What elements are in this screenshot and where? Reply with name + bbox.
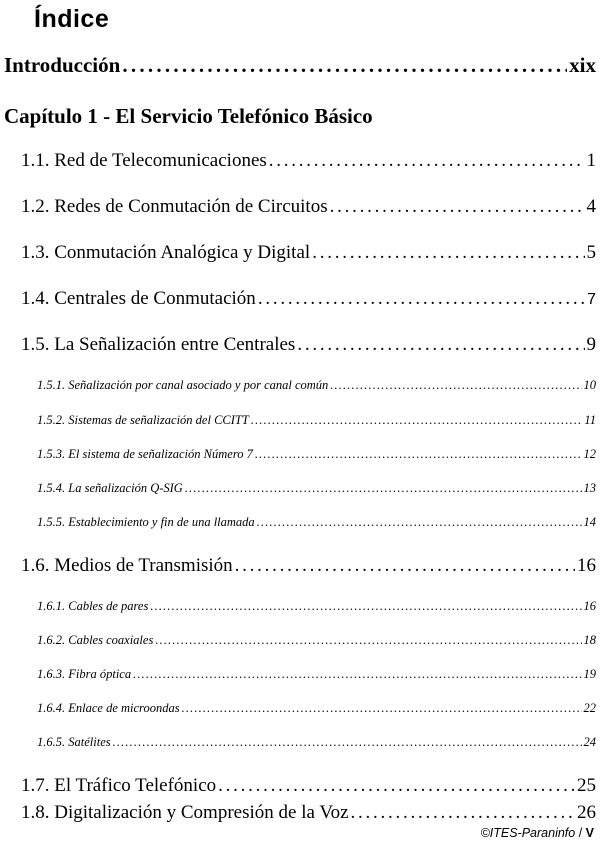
toc-entry-page: 5	[586, 242, 596, 263]
toc-entry-page: 1	[586, 150, 596, 171]
toc-entry-label: 1.5.5. Establecimiento y fin de una llamada	[37, 515, 255, 529]
toc-entry-1-5-5[interactable]	[37, 515, 596, 530]
toc-entry-page: 18	[583, 633, 596, 647]
toc-entry-1-8[interactable]	[21, 802, 596, 824]
dot-leader	[257, 515, 582, 530]
toc-entry-label: 1.5.3. El sistema de señalización Número 7	[37, 447, 253, 461]
toc-entry-page: 26	[577, 802, 596, 823]
dot-leader	[258, 288, 585, 310]
toc-entry-introduccion[interactable]	[4, 53, 596, 78]
page-title: Índice	[34, 5, 110, 33]
dot-leader	[351, 802, 575, 824]
footer-page-number: V	[585, 826, 594, 840]
toc-entry-label: 1.5.4. La señalización Q-SIG	[37, 481, 183, 495]
dot-leader	[312, 242, 584, 264]
toc-entry-1-3[interactable]	[21, 242, 596, 264]
toc-entry-page: 13	[583, 481, 596, 495]
toc-entry-1-2[interactable]	[21, 196, 596, 218]
dot-leader	[182, 701, 582, 716]
toc-entry-label: 1.2. Redes de Conmutación de Circuitos	[21, 196, 328, 217]
toc-entry-1-6-5[interactable]	[37, 735, 596, 750]
footer-separator: /	[575, 826, 586, 840]
dot-leader	[297, 334, 584, 356]
toc-entry-label: 1.6.1. Cables de pares	[37, 599, 149, 613]
dot-leader	[269, 150, 585, 172]
dot-leader	[122, 53, 567, 78]
toc-entry-1-5-2[interactable]	[37, 413, 596, 428]
toc-entry-page: 12	[583, 447, 596, 461]
dot-leader	[113, 735, 582, 750]
page-footer	[481, 826, 594, 840]
toc-entry-1-5-3[interactable]	[37, 447, 596, 462]
toc-entry-label: 1.6.5. Satélites	[37, 735, 111, 749]
toc-entry-page: 16	[577, 555, 596, 576]
toc-entry-page: 19	[583, 667, 596, 681]
dot-leader	[185, 481, 582, 496]
toc-entry-label: 1.7. El Tráfico Telefónico	[21, 775, 217, 796]
toc-entry-label: 1.6. Medios de Transmisión	[21, 555, 233, 576]
toc-entry-1-5-4[interactable]	[37, 481, 596, 496]
toc-entry-1-5[interactable]	[21, 334, 596, 356]
toc-entry-label: 1.1. Red de Telecomunicaciones	[21, 150, 267, 171]
toc-entry-page: 9	[586, 334, 596, 355]
dot-leader	[251, 413, 583, 428]
toc-entry-label: 1.4. Centrales de Conmutación	[21, 288, 256, 309]
toc-entry-page: 10	[583, 378, 596, 392]
dot-leader	[155, 633, 581, 648]
toc-entry-1-6-3[interactable]	[37, 667, 596, 682]
toc-entry-label: 1.6.4. Enlace de microondas	[37, 701, 180, 715]
toc-entry-1-6-2[interactable]	[37, 633, 596, 648]
toc-entry-page: 16	[583, 599, 596, 613]
footer-source: ©ITES-Paraninfo	[480, 826, 576, 840]
chapter-heading: Capítulo 1 - El Servicio Telefónico Básico	[4, 104, 373, 128]
toc-entry-label: 1.5.2. Sistemas de señalización del CCITT	[37, 413, 249, 427]
toc-entry-page: 4	[586, 196, 596, 217]
toc-entry-label: 1.5.1. Señalización por canal asociado y por canal común	[37, 378, 329, 392]
toc-entry-page: 7	[587, 291, 596, 308]
toc-entry-1-7[interactable]	[21, 775, 596, 797]
toc-entry-page: xix	[569, 53, 596, 77]
dot-leader	[330, 378, 581, 393]
toc-entry-1-4[interactable]	[21, 288, 596, 310]
toc-entry-label: 1.6.3. Fibra óptica	[37, 667, 132, 681]
dot-leader	[330, 196, 585, 218]
dot-leader	[150, 599, 581, 614]
toc-entry-1-5-1[interactable]	[37, 378, 596, 393]
toc-entry-1-6-4[interactable]	[37, 701, 596, 716]
toc-entry-1-6-1[interactable]	[37, 599, 596, 614]
toc-entry-page: 14	[583, 515, 596, 529]
toc-entry-page: 22	[583, 701, 596, 715]
toc-entry-page: 11	[584, 413, 596, 427]
toc-entry-label: 1.8. Digitalización y Compresión de la Voz	[21, 802, 349, 823]
toc-entry-label: 1.5. La Señalización entre Centrales	[21, 334, 296, 355]
toc-entry-label: Introducción	[4, 53, 121, 77]
toc-entry-label: 1.3. Conmutación Analógica y Digital	[21, 242, 311, 263]
dot-leader	[235, 555, 575, 577]
toc-entry-1-1[interactable]	[21, 150, 596, 172]
dot-leader	[133, 667, 581, 682]
dot-leader	[255, 447, 582, 462]
toc-entry-1-6[interactable]	[21, 555, 596, 577]
toc-entry-page: 25	[577, 775, 596, 796]
toc-entry-label: 1.6.2. Cables coaxiales	[37, 633, 154, 647]
toc-entry-page: 24	[583, 735, 596, 749]
dot-leader	[218, 775, 575, 797]
